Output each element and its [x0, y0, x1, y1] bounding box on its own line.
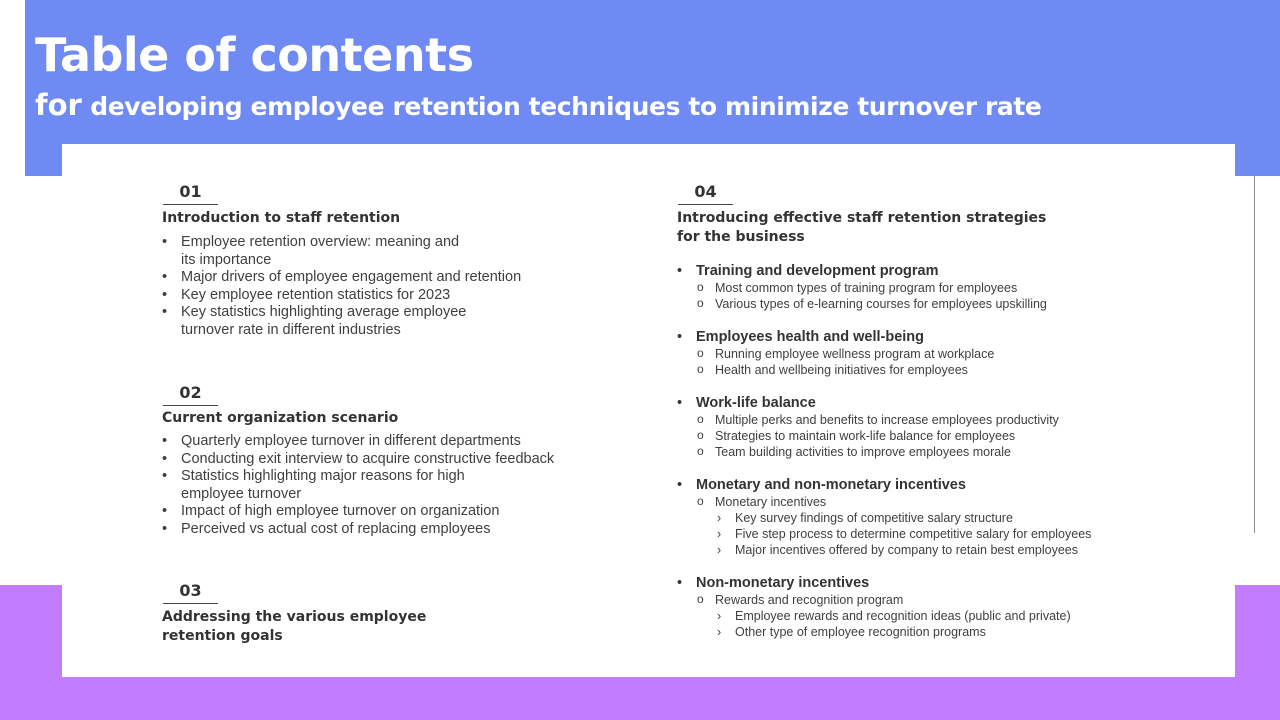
- sub-item: o Strategies to maintain work-life balance for employees: [677, 428, 1197, 444]
- section-04-strategies: [677, 262, 1197, 656]
- strategy-heading: • Monetary and non-monetary incentives: [677, 476, 1197, 494]
- list-item: • Major drivers of employee engagement and retention: [162, 269, 592, 287]
- list-item: • Key statistics highlighting average employee turnover rate in different industries: [162, 304, 592, 339]
- strategy-heading: • Training and development program: [677, 262, 1197, 280]
- divider-line: [1254, 176, 1255, 533]
- list-item: • Conducting exit interview to acquire constructive feedback: [162, 451, 592, 469]
- strategy-group: [677, 476, 1197, 558]
- sub-item: o Most common types of training program for employees: [677, 280, 1197, 296]
- sub-sub-item: › Five step process to determine competitive salary for employees: [677, 526, 1197, 542]
- sub-item: o Health and wellbeing initiatives for employees: [677, 362, 1197, 378]
- section-01-number: 01: [163, 182, 218, 205]
- strategy-group: [677, 262, 1197, 312]
- list-item: • Key employee retention statistics for 2023: [162, 287, 592, 305]
- strategy-group: [677, 574, 1197, 640]
- sub-sub-item: › Major incentives offered by company to retain best employees: [677, 542, 1197, 558]
- subtitle-lead: for: [35, 88, 82, 122]
- section-01-title: Introduction to staff retention: [162, 210, 401, 226]
- section-01-bullets: [162, 234, 592, 339]
- sub-item: o Various types of e-learning courses for employees upskilling: [677, 296, 1197, 312]
- list-item: • Employee retention overview: meaning and its importance: [162, 234, 592, 269]
- strategy-group: [677, 328, 1197, 378]
- section-04-title: Introducing effective staff retention strategies for the business: [677, 210, 1047, 245]
- section-02-number: 02: [163, 383, 218, 406]
- sub-item: o Team building activities to improve employees morale: [677, 444, 1197, 460]
- section-02-bullets: [162, 433, 592, 538]
- section-03-title: Addressing the various employee retention goals: [162, 609, 427, 644]
- list-item: • Quarterly employee turnover in different departments: [162, 433, 592, 451]
- strategy-heading: • Employees health and well-being: [677, 328, 1197, 346]
- strategy-group: [677, 394, 1197, 460]
- strategy-heading: • Non-monetary incentives: [677, 574, 1197, 592]
- sub-sub-item: › Other type of employee recognition programs: [677, 624, 1197, 640]
- sub-sub-item: › Employee rewards and recognition ideas (public and private): [677, 608, 1197, 624]
- subtitle-rest: developing employee retention techniques to minimize turnover rate: [90, 92, 1042, 121]
- sub-item: o Rewards and recognition program: [677, 592, 1197, 608]
- sub-item: o Multiple perks and benefits to increase employees productivity: [677, 412, 1197, 428]
- page-title: Table of contents: [35, 28, 474, 82]
- section-02-title: Current organization scenario: [162, 410, 399, 426]
- strategy-heading: • Work-life balance: [677, 394, 1197, 412]
- sub-item: o Monetary incentives: [677, 494, 1197, 510]
- list-item: • Statistics highlighting major reasons for high employee turnover: [162, 468, 592, 503]
- page-subtitle: [35, 88, 1041, 122]
- section-04-number: 04: [678, 182, 733, 205]
- list-item: • Perceived vs actual cost of replacing employees: [162, 521, 592, 539]
- list-item: • Impact of high employee turnover on organization: [162, 503, 592, 521]
- section-03-number: 03: [163, 581, 218, 604]
- sub-item: o Running employee wellness program at workplace: [677, 346, 1197, 362]
- sub-sub-item: › Key survey findings of competitive salary structure: [677, 510, 1197, 526]
